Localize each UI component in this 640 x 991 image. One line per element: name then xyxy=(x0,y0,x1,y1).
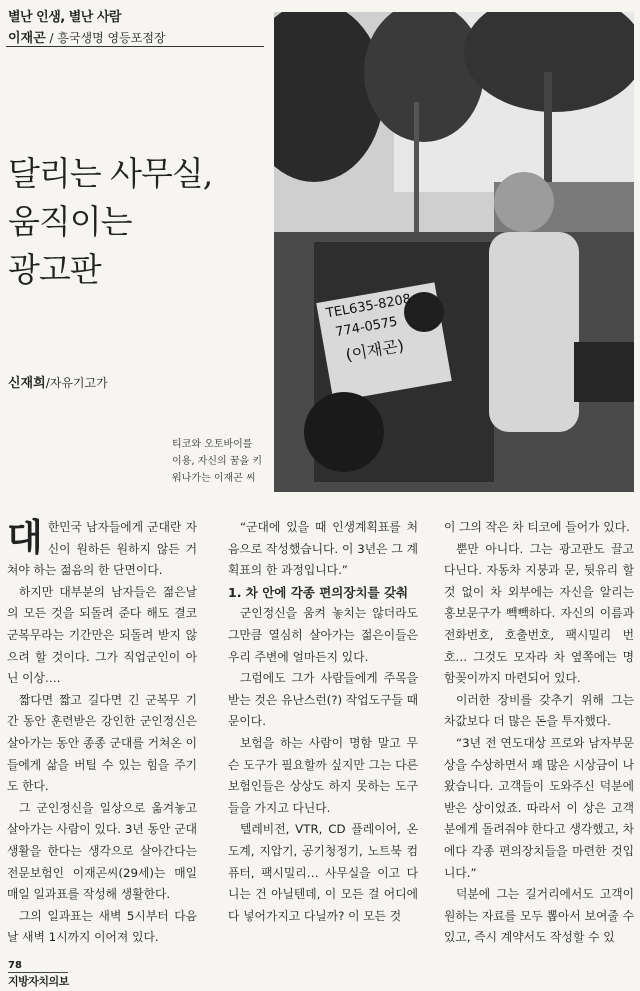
paragraph: 뿐만 아니다. 그는 광고판도 끌고 다닌다. 자동차 지붕과 문, 뒷유리 할 것 없이 차 외부에는 자신을 알리는 홍보문구가 빽빽하다. 자신의 이름과 전화번호, 호출번호, 팩시밀리 번호… 그것도 모자라 차 옆쪽에는 명함꽂이까지 마련되어 있다. xyxy=(444,541,634,686)
author-role: /자유기고가 xyxy=(45,376,108,390)
subheading: 1. 차 안에 각종 편의장치를 갖춰 xyxy=(228,584,409,600)
article-photo xyxy=(274,12,634,492)
paragraph: 짧다면 짧고 길다면 긴 군복무 기간 동안 훈련받은 강인한 군인정신은 살아가는 동안 종종 군대를 거쳐온 이들에게 삶을 버틸 수 있는 힘을 주기도 한다. xyxy=(7,692,197,794)
drop-cap: 대 xyxy=(7,515,43,559)
paragraph-continuation: 이 그의 작은 차 티코에 들어가 있다. xyxy=(444,520,630,534)
caption-line-1: 티코와 오토바이를 xyxy=(172,439,253,450)
series-title: 별난 인생, 별난 사람 xyxy=(8,10,121,25)
author-name: 신재희 xyxy=(8,376,46,391)
paragraph: 그의 일과표는 새벽 5시부터 다음날 새벽 1시까지 이어져 있다. xyxy=(7,908,197,945)
header-rule xyxy=(6,46,264,47)
headline-line-3: 광고판 xyxy=(8,250,101,289)
paragraph: 그 군인정신을 일상으로 옮겨놓고 살아가는 사람이 있다. 3년 동안 군대생활을 한다는 생각으로 살아간다는 전문보험인 이재곤씨(29세)는 매일매일 일과표를 작성해 생활한다. xyxy=(7,800,197,902)
column-2 xyxy=(228,517,418,927)
column-1 xyxy=(7,517,197,949)
paragraph: “3년 전 연도대상 프로와 남자부문상을 수상하면서 꽤 많은 시상금이 나왔습니다. 고객들이 도와주신 덕분에 받은 상이었죠. 따라서 이 상은 고객분에게 돌려줘야 한다고 생각했고, 차에다 각종 편의장치들을 마련한 것입니다.” xyxy=(444,735,634,880)
paragraph: 텔레비전, VTR, CD 플레이어, 온도계, 지압기, 공기청정기, 노트북 컴퓨터, 팩시밀리… 사무실을 이고 다니는 건 아닐텐데, 이 모든 걸 어디에다 넣어가지고 다닐까? 이 모든 것 xyxy=(228,822,418,923)
headline xyxy=(8,150,268,294)
caption-line-2: 이용, 자신의 꿈을 키 xyxy=(172,456,262,467)
paragraph: 덕분에 그는 길거리에서도 고객이 원하는 자료를 모두 뽑아서 보여줄 수 있고, 즉시 계약서도 작성할 수 있 xyxy=(444,887,634,945)
headline-line-2: 움직이는 xyxy=(8,202,132,241)
plate-name: (이재곤) xyxy=(344,335,406,365)
subject-title: / 흥국생명 영등포점장 xyxy=(49,31,166,45)
paragraph: 보험을 하는 사람이 명함 말고 무슨 도구가 필요할까 싶지만 그는 다른 보험인들은 상상도 하지 못하는 도구들을 가지고 다닌다. xyxy=(228,735,418,815)
plate-phone-2: 774-0575 xyxy=(334,314,399,341)
caption-line-3: 워나가는 이재곤 씨 xyxy=(172,473,256,484)
page-number: 78 xyxy=(8,960,22,971)
paragraph: 이러한 장비를 갖추기 위해 그는 차값보다 더 많은 돈을 투자했다. xyxy=(444,692,634,729)
paragraph: 그럼에도 그가 사람들에게 주목을 받는 것은 유난스런(?) 작업도구들 때문이다. xyxy=(228,671,419,729)
quote-paragraph: “군대에 있을 때 인생계획표를 처음으로 작성했습니다. 이 3년은 그 계획표의 한 과정입니다.” xyxy=(228,520,418,578)
column-3 xyxy=(444,517,634,949)
publication-name: 지방자치의보 xyxy=(8,975,69,988)
photo-caption xyxy=(172,436,268,487)
photo-illustration xyxy=(274,12,634,492)
subject-name: 이재곤 xyxy=(8,31,46,46)
headline-line-1: 달리는 사무실, xyxy=(8,154,213,193)
paragraph xyxy=(7,517,197,582)
plate-phone-1: TEL635-8208 xyxy=(324,291,413,322)
subject-byline xyxy=(8,27,166,46)
paragraph-text: 한민국 남자들에게 군대란 자신이 원하든 원하지 않든 거쳐야 하는 젊음의 한 단면이다. xyxy=(7,520,197,578)
author-byline xyxy=(8,372,108,391)
paragraph: 군인정신을 움켜 놓치는 않더라도 그만큼 열심히 살아가는 젊은이들은 우리 주변에 얼마든지 있다. xyxy=(228,606,418,664)
paragraph: 하지만 대부분의 남자들은 젊은날의 모든 것을 되돌려 준다 해도 결코 군복무라는 기간만은 되돌려 받지 않으려 할 것이다. 그가 직업군인이 아닌 이상…. xyxy=(7,584,197,686)
